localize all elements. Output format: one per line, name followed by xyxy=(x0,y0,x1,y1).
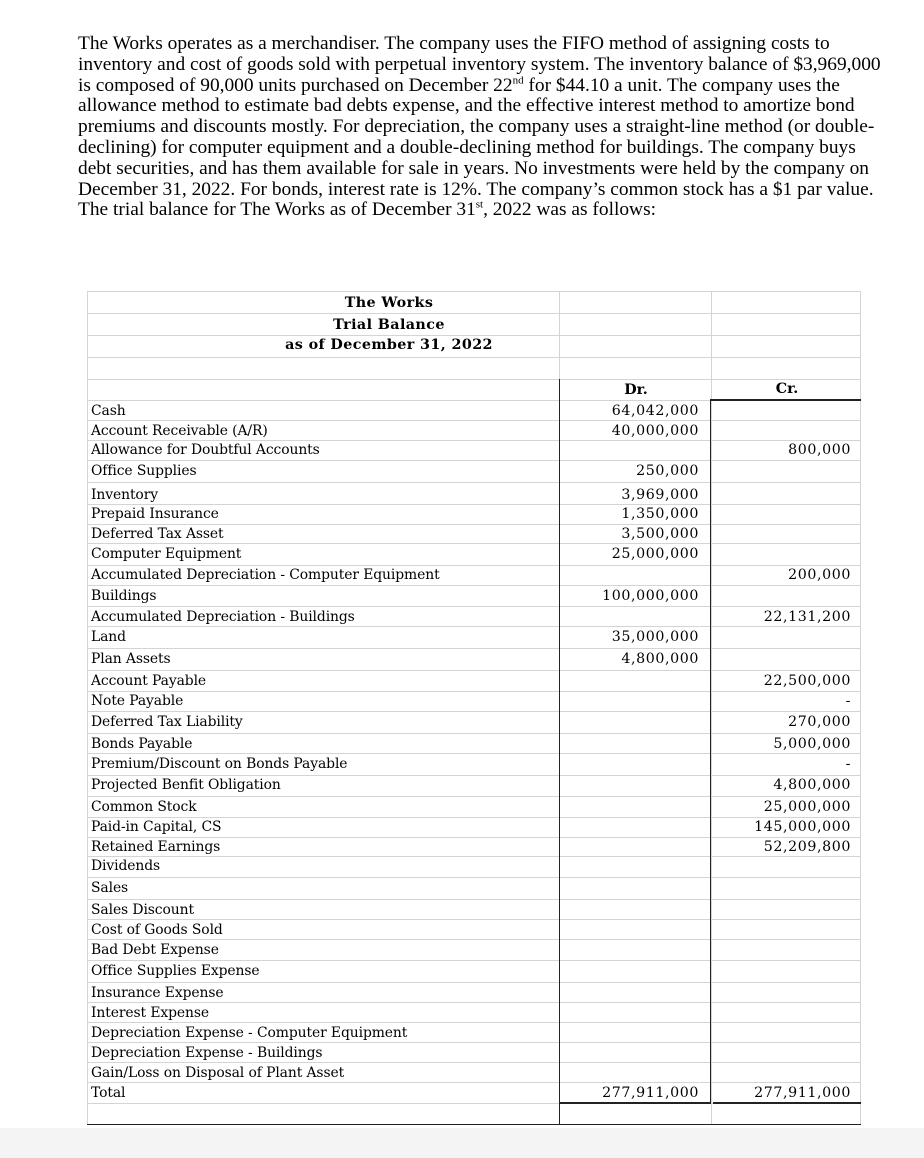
account-name: Account Payable xyxy=(91,673,207,689)
table-row xyxy=(87,942,861,962)
account-name: Land xyxy=(91,629,126,645)
table-row xyxy=(87,985,861,1005)
account-name: Paid-in Capital, CS xyxy=(91,819,222,835)
table-row xyxy=(87,546,861,566)
account-name: Allowance for Doubtful Accounts xyxy=(91,442,320,458)
account-name: Account Receivable (A/R) xyxy=(91,423,268,439)
credit-amount: - xyxy=(845,693,851,709)
intro-text-3: , 2022 was as follows: xyxy=(483,199,656,221)
table-row xyxy=(87,651,861,671)
account-name: Office Supplies xyxy=(91,463,197,479)
account-name: Sales Discount xyxy=(91,902,194,918)
table-row xyxy=(87,1065,861,1085)
credit-amount: 4,800,000 xyxy=(773,777,851,793)
grid-line xyxy=(87,379,861,380)
account-name: Bad Debt Expense xyxy=(91,942,219,958)
grid-line xyxy=(87,335,861,336)
table-row xyxy=(87,442,861,462)
debit-amount: 25,000,000 xyxy=(611,546,699,562)
account-name: Bonds Payable xyxy=(91,736,193,752)
table-date: as of December 31, 2022 xyxy=(285,337,493,353)
account-name: Note Payable xyxy=(91,693,184,709)
table-row xyxy=(87,819,861,839)
debit-amount: 40,000,000 xyxy=(611,423,699,439)
account-name: Deferred Tax Asset xyxy=(91,526,224,542)
grid-line xyxy=(87,357,861,358)
debit-amount: 1,350,000 xyxy=(621,506,699,522)
credit-amount: 145,000,000 xyxy=(754,819,851,835)
debit-amount: 4,800,000 xyxy=(621,651,699,667)
account-name: Retained Earnings xyxy=(91,839,221,855)
grid-line xyxy=(87,291,861,292)
account-name: Gain/Loss on Disposal of Plant Asset xyxy=(91,1065,345,1081)
total-label: Total xyxy=(91,1085,126,1101)
credit-header: Cr. xyxy=(775,381,799,397)
table-title: Trial Balance xyxy=(333,317,445,333)
account-name: Premium/Discount on Bonds Payable xyxy=(91,756,348,772)
account-name: Office Supplies Expense xyxy=(91,963,260,979)
account-name: Buildings xyxy=(91,588,157,604)
account-name: Cost of Goods Sold xyxy=(91,922,223,938)
table-row xyxy=(87,858,861,878)
account-name: Accumulated Depreciation - Buildings xyxy=(91,609,355,625)
total-debit: 277,911,000 xyxy=(602,1085,699,1101)
debit-amount: 64,042,000 xyxy=(611,403,699,419)
debit-amount: 250,000 xyxy=(636,463,699,479)
table-row xyxy=(87,902,861,922)
table-row xyxy=(87,963,861,983)
company-name: The Works xyxy=(344,295,434,311)
table-row xyxy=(87,629,861,649)
account-name: Projected Benfit Obligation xyxy=(91,777,281,793)
page-bottom-margin xyxy=(0,1128,924,1158)
debit-amount: 35,000,000 xyxy=(611,629,699,645)
debit-amount: 3,500,000 xyxy=(621,526,699,542)
credit-amount: 25,000,000 xyxy=(763,799,851,815)
table-row xyxy=(87,487,861,507)
rule-line xyxy=(711,399,861,401)
table-row xyxy=(87,403,861,423)
intro-paragraph xyxy=(78,34,888,221)
intro-sup-1: nd xyxy=(512,74,524,87)
table-row xyxy=(87,423,861,443)
rule-line xyxy=(87,1124,861,1125)
credit-amount: 800,000 xyxy=(788,442,851,458)
table-row xyxy=(87,463,861,483)
table-row xyxy=(87,567,861,587)
table-row xyxy=(87,506,861,526)
table-row xyxy=(87,673,861,693)
credit-amount: 22,131,200 xyxy=(763,609,851,625)
account-name: Inventory xyxy=(91,487,158,503)
debit-header: Dr. xyxy=(624,382,648,398)
intro-text-1: The Works operates as a merchandiser. The company uses the FIFO method of assigning costs to inventory and cost of goods sold with perpetual inventory system. The inventory balance of $3,969,000 is composed of 90,000 units purchased on December 22 xyxy=(78,33,881,96)
account-name: Prepaid Insurance xyxy=(91,506,219,522)
account-name: Insurance Expense xyxy=(91,985,224,1001)
table-row xyxy=(87,756,861,776)
account-name: Depreciation Expense - Computer Equipment xyxy=(91,1025,408,1041)
trial-balance-table xyxy=(87,291,861,1125)
table-row xyxy=(87,922,861,942)
table-row xyxy=(87,609,861,629)
table-row xyxy=(87,588,861,608)
total-row xyxy=(87,1085,861,1105)
intro-text-2: for $44.10 a unit. The company uses the allowance method to estimate bad debts expense, and the effective interest method to amortize bond premiums and discounts mostly. For depreciation, the company uses a straight-line method (or double-declining) for computer equipment and a double-declining method for buildings. The company buys debt securities, and has them available for sale in years. No investments were held by the company on December 31, 2022. For bonds, interest rate is 12%. The company’s common stock has a $1 par value. The trial balance for The Works as of December 31 xyxy=(78,74,875,221)
debit-amount: 3,969,000 xyxy=(621,487,699,503)
grid-line xyxy=(87,313,861,314)
total-credit: 277,911,000 xyxy=(754,1085,851,1101)
table-row xyxy=(87,839,861,859)
credit-amount: 5,000,000 xyxy=(773,736,851,752)
account-name: Sales xyxy=(91,880,129,896)
account-name: Accumulated Depreciation - Computer Equipment xyxy=(91,567,440,583)
table-row xyxy=(87,880,861,900)
table-row xyxy=(87,1025,861,1045)
table-row xyxy=(87,799,861,819)
credit-amount: 22,500,000 xyxy=(763,673,851,689)
account-name: Common Stock xyxy=(91,799,197,815)
account-name: Depreciation Expense - Buildings xyxy=(91,1045,323,1061)
credit-amount: 52,209,800 xyxy=(763,839,851,855)
table-row xyxy=(87,526,861,546)
table-row xyxy=(87,1005,861,1025)
account-name: Cash xyxy=(91,403,126,419)
account-name: Deferred Tax Liability xyxy=(91,714,243,730)
intro-sup-2: st xyxy=(475,198,484,211)
table-row xyxy=(87,1045,861,1065)
credit-amount: 270,000 xyxy=(788,714,851,730)
credit-amount: - xyxy=(845,756,851,772)
debit-amount: 100,000,000 xyxy=(602,588,699,604)
table-row xyxy=(87,736,861,756)
table-row xyxy=(87,714,861,734)
table-row xyxy=(87,693,861,713)
credit-amount: 200,000 xyxy=(788,567,851,583)
account-name: Dividends xyxy=(91,858,161,874)
account-name: Plan Assets xyxy=(91,651,171,667)
account-name: Computer Equipment xyxy=(91,546,242,562)
table-row xyxy=(87,777,861,797)
account-name: Interest Expense xyxy=(91,1005,210,1021)
